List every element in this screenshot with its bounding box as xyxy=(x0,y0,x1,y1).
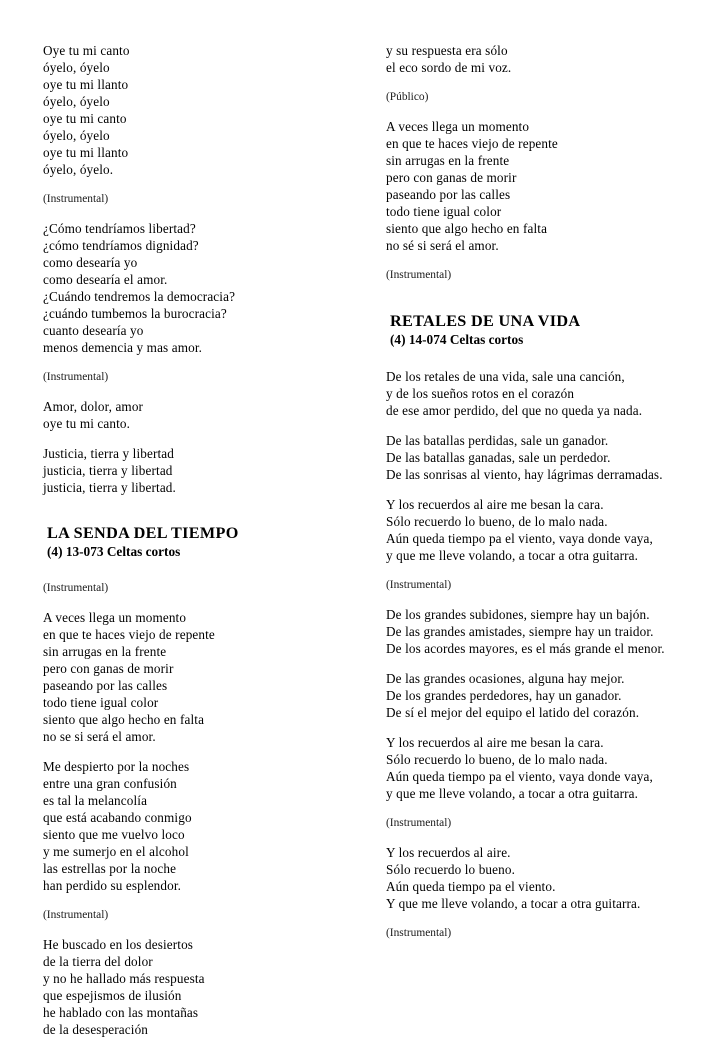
lyrics-line: siento que algo hecho en falta xyxy=(386,221,548,236)
lyrics-line: De las batallas ganadas, sale un perdedor. xyxy=(386,450,611,465)
lyrics-line: y de los sueños rotos en el corazón xyxy=(386,386,575,401)
lyrics-line: no se si será el amor. xyxy=(43,729,156,744)
lyrics-line: óyelo, óyelo xyxy=(43,60,110,75)
lyrics-line: Y los recuerdos al aire. xyxy=(386,845,511,860)
lyrics-line: en que te haces viejo de repente xyxy=(43,627,215,642)
lyrics-line: Y los recuerdos al aire me besan la cara. xyxy=(386,497,604,512)
lyrics-line: De las grandes ocasiones, alguna hay mejor. xyxy=(386,671,625,686)
lyrics-line: A veces llega un momento xyxy=(43,610,187,625)
lyrics-line: Amor, dolor, amor xyxy=(43,399,144,414)
lyrics-stanza xyxy=(43,936,363,1038)
lyrics-stanza xyxy=(386,496,686,564)
lyrics-line: Justicia, tierra y libertad xyxy=(43,446,174,461)
lyrics-line: De las grandes amistades, siempre hay un traidor. xyxy=(386,624,654,639)
lyrics-stanza xyxy=(386,606,686,657)
lyrics-line: De los grandes subidones, siempre hay un bajón. xyxy=(386,607,650,622)
lyrics-stanza xyxy=(386,734,686,802)
lyrics-line: Aún queda tiempo pa el viento. xyxy=(386,879,556,894)
lyrics-line: de la tierra del dolor xyxy=(43,954,153,969)
song-title: LA SENDA DEL TIEMPO xyxy=(47,524,239,542)
lyrics-line: sin arrugas en la frente xyxy=(43,644,167,659)
lyrics-line: y que me lleve volando, a tocar a otra guitarra. xyxy=(386,548,639,563)
lyrics-line: paseando por las calles xyxy=(386,187,511,202)
lyrics-line: he hablado con las montañas xyxy=(43,1005,199,1020)
lyrics-line: y no he hallado más respuesta xyxy=(43,971,205,986)
performance-note: (Instrumental) xyxy=(386,269,452,281)
lyrics-line: y que me lleve volando, a tocar a otra guitarra. xyxy=(386,786,639,801)
lyrics-line: Sólo recuerdo lo bueno. xyxy=(386,862,516,877)
song-subtitle: (4) 13-073 Celtas cortos xyxy=(47,544,181,559)
performance-note: (Instrumental) xyxy=(386,817,452,829)
lyrics-line: óyelo, óyelo xyxy=(43,128,110,143)
lyrics-line: ¿cómo tendríamos dignidad? xyxy=(43,238,199,253)
performance-note: (Instrumental) xyxy=(386,579,452,591)
lyrics-line: pero con ganas de morir xyxy=(386,170,517,185)
lyrics-line: como desearía el amor. xyxy=(43,272,168,287)
lyrics-line: Y los recuerdos al aire me besan la cara. xyxy=(386,735,604,750)
lyrics-line: A veces llega un momento xyxy=(386,119,530,134)
lyrics-line: han perdido su esplendor. xyxy=(43,878,182,893)
lyrics-line: de la desesperación xyxy=(43,1022,149,1037)
performance-note: (Instrumental) xyxy=(386,927,452,939)
lyrics-line: de ese amor perdido, del que no queda ya nada. xyxy=(386,403,643,418)
song-heading xyxy=(43,524,363,560)
song-subtitle: (4) 14-074 Celtas cortos xyxy=(390,332,524,347)
song-heading xyxy=(386,312,686,348)
lyrics-line: todo tiene igual color xyxy=(386,204,502,219)
lyrics-line: ¿Cuándo tendremos la democracia? xyxy=(43,289,236,304)
lyrics-line: óyelo, óyelo xyxy=(43,94,110,109)
lyrics-line: Me despierto por la noches xyxy=(43,759,190,774)
lyrics-line: justicia, tierra y libertad xyxy=(43,463,173,478)
lyrics-line: De los retales de una vida, sale una canción, xyxy=(386,369,625,384)
lyrics-line: cuanto desearía yo xyxy=(43,323,144,338)
lyrics-line: Sólo recuerdo lo bueno, de lo malo nada. xyxy=(386,752,608,767)
lyrics-line: y me sumerjo en el alcohol xyxy=(43,844,189,859)
performance-note: (Instrumental) xyxy=(43,909,109,921)
lyrics-line: ¿cuándo tumbemos la burocracia? xyxy=(43,306,227,321)
lyrics-line: sin arrugas en la frente xyxy=(386,153,510,168)
lyrics-line: no sé si será el amor. xyxy=(386,238,499,253)
lyrics-line: justicia, tierra y libertad. xyxy=(43,480,176,495)
left-column xyxy=(43,42,363,1051)
lyrics-line: De las sonrisas al viento, hay lágrimas derramadas. xyxy=(386,467,663,482)
lyrics-line: He buscado en los desiertos xyxy=(43,937,194,952)
performance-note: (Instrumental) xyxy=(43,371,109,383)
lyrics-line: en que te haces viejo de repente xyxy=(386,136,558,151)
lyrics-line: es tal la melancolía xyxy=(43,793,148,808)
lyrics-line: oye tu mi canto. xyxy=(43,416,131,431)
lyrics-line: Aún queda tiempo pa el viento, vaya donde vaya, xyxy=(386,531,653,546)
lyrics-line: las estrellas por la noche xyxy=(43,861,177,876)
lyrics-line: Aún queda tiempo pa el viento, vaya donde vaya, xyxy=(386,769,653,784)
lyrics-stanza xyxy=(43,758,363,894)
lyrics-line: De las batallas perdidas, sale un ganador. xyxy=(386,433,609,448)
lyrics-line: paseando por las calles xyxy=(43,678,168,693)
lyrics-stanza xyxy=(43,398,363,432)
lyrics-stanza xyxy=(386,670,686,721)
lyrics-line: oye tu mi llanto xyxy=(43,145,129,160)
lyrics-line: oye tu mi canto xyxy=(43,111,127,126)
lyrics-line: Y que me lleve volando, a tocar a otra guitarra. xyxy=(386,896,641,911)
lyrics-line: que está acabando conmigo xyxy=(43,810,192,825)
lyrics-line: que espejismos de ilusión xyxy=(43,988,182,1003)
lyrics-stanza xyxy=(386,368,686,419)
lyrics-stanza xyxy=(386,432,686,483)
lyrics-line: siento que me vuelvo loco xyxy=(43,827,185,842)
lyrics-line: y su respuesta era sólo xyxy=(386,43,508,58)
lyrics-line: De los grandes perdedores, hay un ganador. xyxy=(386,688,622,703)
performance-note: (Instrumental) xyxy=(43,582,109,594)
lyrics-line: como desearía yo xyxy=(43,255,138,270)
lyrics-line: oye tu mi llanto xyxy=(43,77,129,92)
lyrics-line: pero con ganas de morir xyxy=(43,661,174,676)
performance-note: (Instrumental) xyxy=(43,193,109,205)
lyrics-stanza xyxy=(386,844,686,912)
lyrics-line: óyelo, óyelo. xyxy=(43,162,114,177)
lyrics-stanza xyxy=(386,42,686,76)
song-title: RETALES DE UNA VIDA xyxy=(390,312,581,330)
lyrics-line: entre una gran confusión xyxy=(43,776,177,791)
lyrics-stanza xyxy=(43,445,363,496)
lyrics-stanza xyxy=(386,118,686,254)
lyrics-line: Oye tu mi canto xyxy=(43,43,130,58)
performance-note: (Público) xyxy=(386,91,429,103)
lyrics-line: siento que algo hecho en falta xyxy=(43,712,205,727)
lyrics-line: ¿Cómo tendríamos libertad? xyxy=(43,221,196,236)
lyrics-line: Sólo recuerdo lo bueno, de lo malo nada. xyxy=(386,514,608,529)
right-column xyxy=(386,42,686,954)
lyrics-line: menos demencia y mas amor. xyxy=(43,340,203,355)
lyrics-line: De sí el mejor del equipo el latido del corazón. xyxy=(386,705,640,720)
lyrics-stanza xyxy=(43,220,363,356)
lyrics-stanza xyxy=(43,42,363,178)
lyrics-stanza xyxy=(43,609,363,745)
lyrics-line: el eco sordo de mi voz. xyxy=(386,60,512,75)
lyrics-line: todo tiene igual color xyxy=(43,695,159,710)
lyrics-line: De los acordes mayores, es el más grande el menor. xyxy=(386,641,665,656)
